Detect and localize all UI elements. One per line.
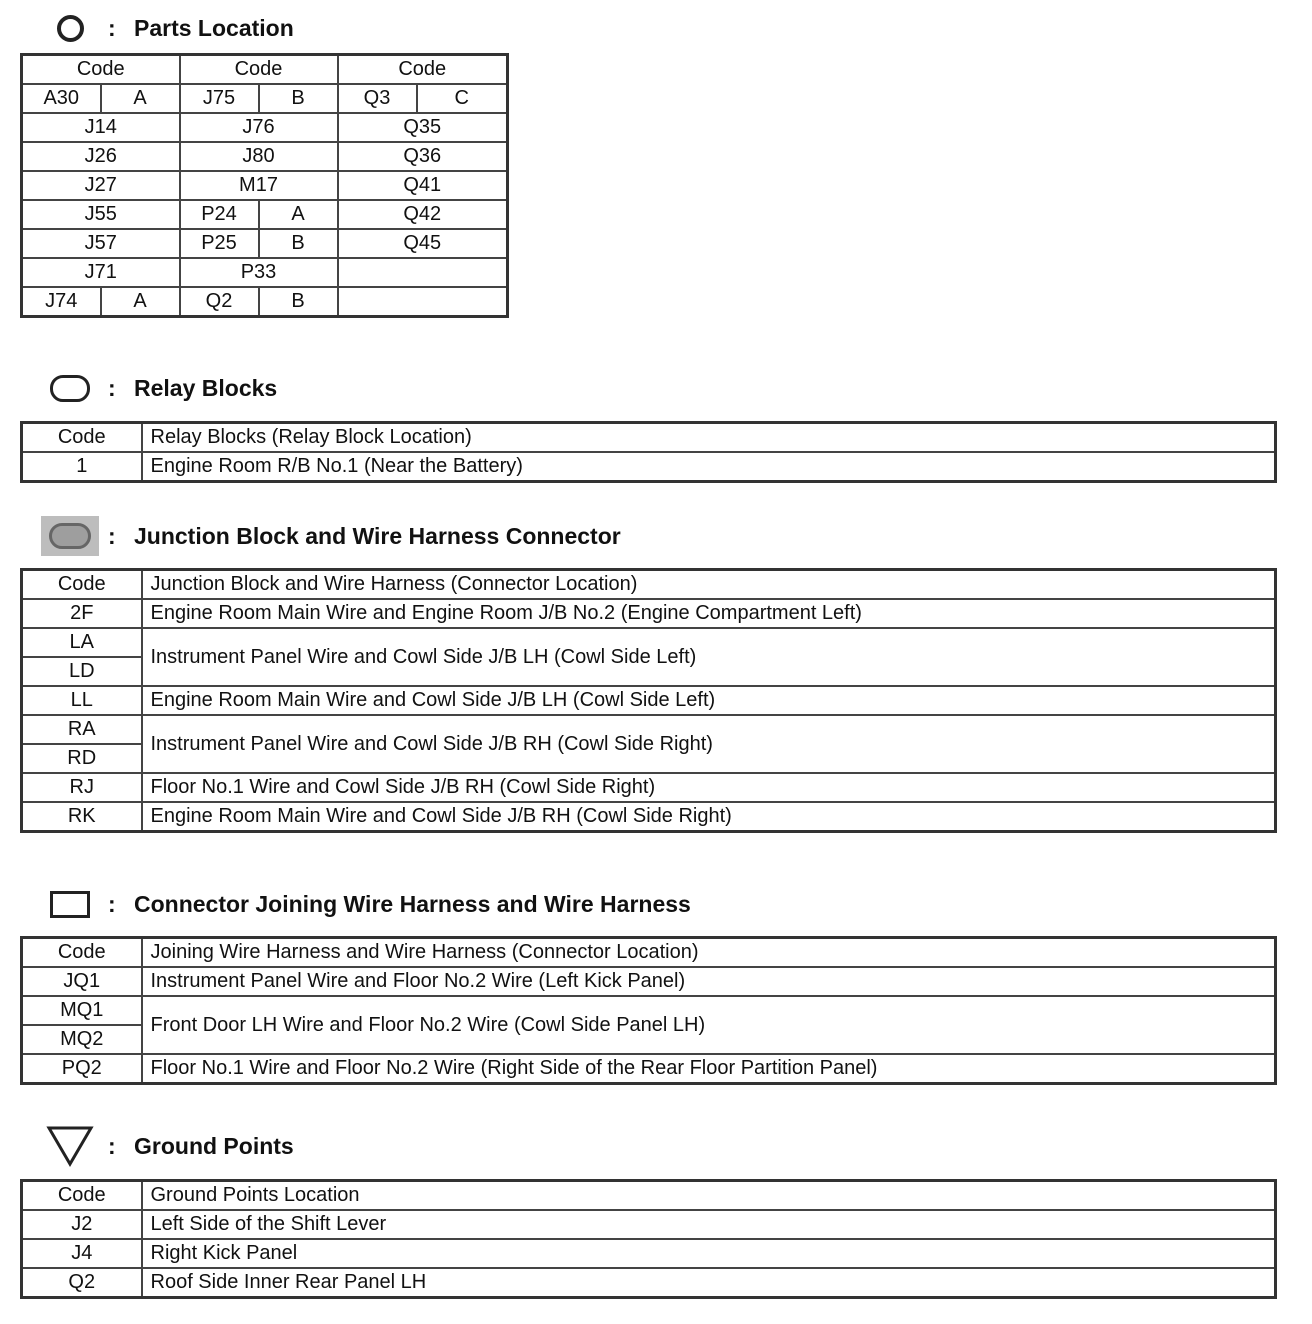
location-cell: Instrument Panel Wire and Cowl Side J/B LH (Cowl Side Left) [142, 628, 1276, 686]
rectangle-icon [40, 884, 100, 924]
part-code-cell: J76 [180, 113, 338, 142]
code-cell: JQ1 [22, 967, 142, 996]
part-code-cell: Q2 [180, 287, 259, 317]
location-cell: Engine Room Main Wire and Cowl Side J/B LH (Cowl Side Left) [142, 686, 1276, 715]
empty-cell [338, 287, 508, 317]
part-location-letter-cell: A [101, 84, 180, 113]
circle-icon [40, 8, 100, 48]
part-code-cell: A30 [22, 84, 101, 113]
part-location-letter-cell: B [259, 84, 338, 113]
code-cell: 2F [22, 599, 142, 628]
location-cell: Floor No.1 Wire and Cowl Side J/B RH (Cowl Side Right) [142, 773, 1276, 802]
part-code-cell: Q45 [338, 229, 508, 258]
part-code-cell: J14 [22, 113, 180, 142]
table-row [22, 142, 508, 171]
location-cell: Left Side of the Shift Lever [142, 1210, 1276, 1239]
part-code-cell: J27 [22, 171, 180, 200]
code-cell: LA [22, 628, 142, 657]
code-cell: RA [22, 715, 142, 744]
table-row [22, 258, 508, 287]
table-row [22, 84, 508, 113]
column-header-location: Relay Blocks (Relay Block Location) [142, 423, 1276, 453]
part-code-cell: Q41 [338, 171, 508, 200]
part-location-letter-cell: B [259, 229, 338, 258]
part-location-letter-cell: A [101, 287, 180, 317]
table-row [22, 171, 508, 200]
code-cell: PQ2 [22, 1054, 142, 1084]
part-location-letter-cell: B [259, 287, 338, 317]
part-code-cell: Q35 [338, 113, 508, 142]
code-cell: RJ [22, 773, 142, 802]
location-cell: Engine Room Main Wire and Engine Room J/B No.2 (Engine Compartment Left) [142, 599, 1276, 628]
table-row [22, 773, 1276, 802]
part-code-cell: P25 [180, 229, 259, 258]
part-code-cell: P24 [180, 200, 259, 229]
table-header-row [22, 570, 1276, 600]
location-cell: Roof Side Inner Rear Panel LH [142, 1268, 1276, 1298]
table-row [22, 1239, 1276, 1268]
ground-points-table [20, 1179, 1277, 1299]
code-cell: MQ2 [22, 1025, 142, 1054]
table-row [22, 200, 508, 229]
column-header-code: Code [338, 55, 508, 85]
column-header-code: Code [22, 570, 142, 600]
part-code-cell: J80 [180, 142, 338, 171]
relay-blocks-table [20, 421, 1277, 483]
table-row [22, 628, 1276, 657]
table-header-row [22, 55, 508, 85]
table-row [22, 1054, 1276, 1084]
connector-joining-heading [40, 884, 691, 924]
location-cell: Floor No.1 Wire and Floor No.2 Wire (Right Side of the Rear Floor Partition Panel) [142, 1054, 1276, 1084]
code-cell: RD [22, 744, 142, 773]
column-header-location: Joining Wire Harness and Wire Harness (Connector Location) [142, 938, 1276, 968]
column-header-code: Code [22, 423, 142, 453]
section-title: Junction Block and Wire Harness Connector [134, 522, 621, 549]
part-code-cell: J71 [22, 258, 180, 287]
code-cell: MQ1 [22, 996, 142, 1025]
part-location-letter-cell: C [417, 84, 508, 113]
junction-block-table [20, 568, 1277, 833]
code-cell: J4 [22, 1239, 142, 1268]
heading-colon: : [108, 14, 116, 41]
connector-joining-table [20, 936, 1277, 1085]
location-cell: Instrument Panel Wire and Floor No.2 Wire (Left Kick Panel) [142, 967, 1276, 996]
table-row [22, 1210, 1276, 1239]
parts-location-heading [40, 8, 294, 48]
column-header-code: Code [22, 55, 180, 85]
empty-cell [338, 258, 508, 287]
code-cell: RK [22, 802, 142, 832]
column-header-code: Code [22, 938, 142, 968]
part-location-letter-cell: A [259, 200, 338, 229]
parts-location-table [20, 53, 509, 318]
part-code-cell: M17 [180, 171, 338, 200]
part-code-cell: Q42 [338, 200, 508, 229]
location-cell: Engine Room Main Wire and Cowl Side J/B RH (Cowl Side Right) [142, 802, 1276, 832]
section-title: Ground Points [134, 1132, 294, 1159]
junction-block-heading [40, 516, 621, 556]
location-cell: Right Kick Panel [142, 1239, 1276, 1268]
section-title: Connector Joining Wire Harness and Wire Harness [134, 890, 691, 917]
table-header-row [22, 938, 1276, 968]
location-cell: Instrument Panel Wire and Cowl Side J/B RH (Cowl Side Right) [142, 715, 1276, 773]
heading-colon: : [108, 374, 116, 401]
ground-points-heading [40, 1126, 294, 1166]
oval-icon [40, 368, 100, 408]
heading-colon: : [108, 522, 116, 549]
table-row [22, 113, 508, 142]
code-cell: J2 [22, 1210, 142, 1239]
section-title: Relay Blocks [134, 374, 278, 401]
table-header-row [22, 423, 1276, 453]
location-cell: Front Door LH Wire and Floor No.2 Wire (Cowl Side Panel LH) [142, 996, 1276, 1054]
section-title: Parts Location [134, 14, 294, 41]
table-row [22, 686, 1276, 715]
column-header-location: Junction Block and Wire Harness (Connector Location) [142, 570, 1276, 600]
heading-colon: : [108, 890, 116, 917]
part-code-cell: P33 [180, 258, 338, 287]
code-cell: LL [22, 686, 142, 715]
column-header-code: Code [22, 1181, 142, 1211]
table-header-row [22, 1181, 1276, 1211]
table-row [22, 1268, 1276, 1298]
code-cell: Q2 [22, 1268, 142, 1298]
table-row [22, 802, 1276, 832]
part-code-cell: J57 [22, 229, 180, 258]
column-header-code: Code [180, 55, 338, 85]
heading-colon: : [108, 1132, 116, 1159]
column-header-location: Ground Points Location [142, 1181, 1276, 1211]
part-code-cell: J26 [22, 142, 180, 171]
table-row [22, 452, 1276, 482]
part-code-cell: J74 [22, 287, 101, 317]
triangle-icon [40, 1126, 100, 1166]
location-cell: Engine Room R/B No.1 (Near the Battery) [142, 452, 1276, 482]
part-code-cell: Q3 [338, 84, 417, 113]
code-cell: 1 [22, 452, 142, 482]
table-row [22, 599, 1276, 628]
table-row [22, 996, 1276, 1025]
table-row [22, 287, 508, 317]
table-row [22, 967, 1276, 996]
code-cell: LD [22, 657, 142, 686]
shaded-oval-icon [40, 516, 100, 556]
part-code-cell: Q36 [338, 142, 508, 171]
part-code-cell: J75 [180, 84, 259, 113]
table-row [22, 715, 1276, 744]
relay-blocks-heading [40, 368, 277, 408]
part-code-cell: J55 [22, 200, 180, 229]
table-row [22, 229, 508, 258]
